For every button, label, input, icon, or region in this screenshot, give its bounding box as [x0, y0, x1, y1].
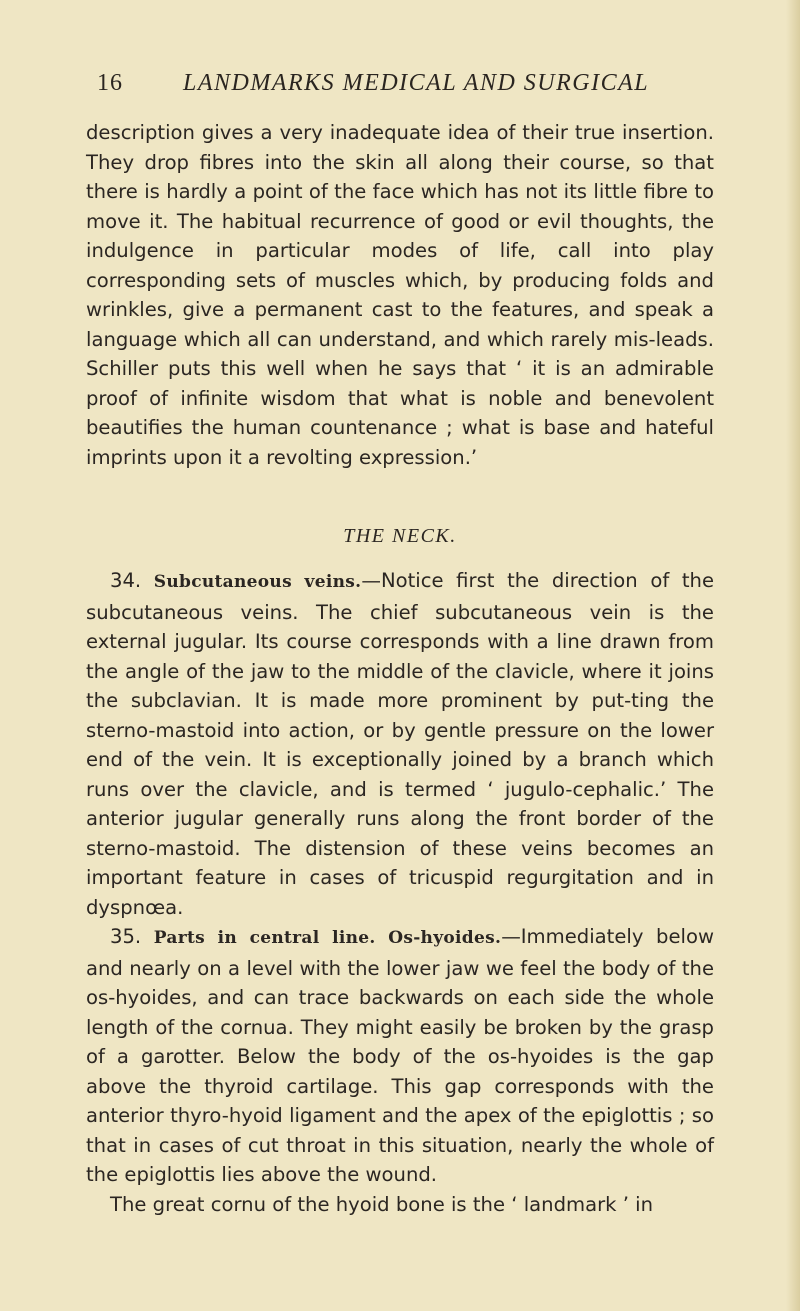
section-35-subheading: Os-hyoides.	[388, 928, 502, 948]
section-34-text: —Notice first the direction of the subcutaneous veins. The chief subcutaneous vein is the external jugular. Its course corresponds with a line drawn from the angle of the jaw to the middle of the clavicle, where it joins the subclavian. It is made more prominent by put-ting the sterno-mastoid into action, or by gentle pressure on the lower end of the vein. It is exceptionally joined by a branch which runs over the clavicle, and is termed ‘ jugulo-cephalic.’ The anterior jugular generally runs along the front border of the sterno-mastoid. The distension of these veins becomes an important feature in cases of tricuspid regurgitation and in dyspnœa.	[86, 569, 714, 919]
continuation-line: The great cornu of the hyoid bone is the ‘ landmark ’ in	[110, 1192, 654, 1216]
section-34-paragraph	[86, 566, 714, 922]
page-number: 16	[97, 70, 123, 96]
section-34-number: 34.	[110, 569, 142, 592]
section-34-heading: Subcutaneous veins.	[153, 572, 362, 592]
intro-paragraph: description gives a very inadequate idea of their true insertion. They drop fibres into the skin all along their course, so that there is hardly a point of the face which has not its little fibre to move it. The habitual recurrence of good or evil thoughts, the indulgence in particular modes of life, call into play corresponding sets of muscles which, by producing folds and wrinkles, give a permanent cast to the features, and speak a language which all can understand, and which rarely mis-leads. Schiller puts this well when he says that ‘ it is an admirable proof of infinite wisdom that what is noble and benevolent beautifies the human countenance ; what is base and hateful imprints upon it a revolting expression.’	[86, 121, 714, 469]
section-35-paragraph	[86, 922, 714, 1190]
page-body	[86, 118, 714, 1219]
section-35-text: —Immediately below and nearly on a level with the lower jaw we feel the body of the os-hyoides, and can trace backwards on each side the whole length of the cornua. They might easily be broken by the grasp of a garotter. Below the body of the os-hyoides is the gap above the thyroid cartilage. This gap corresponds with the anterior thyro-hyoid ligament and the apex of the epiglottis ; so that in cases of cut throat in this situation, nearly the whole of the epiglottis lies above the wound.	[86, 925, 714, 1186]
running-title: LANDMARKS MEDICAL AND SURGICAL	[183, 70, 650, 96]
section-35-heading: Parts in central line.	[153, 928, 376, 948]
running-head	[97, 70, 697, 106]
section-35-number: 35.	[110, 925, 142, 948]
page-edge-shadow	[786, 0, 800, 1311]
section-title: THE NECK.	[343, 525, 457, 547]
